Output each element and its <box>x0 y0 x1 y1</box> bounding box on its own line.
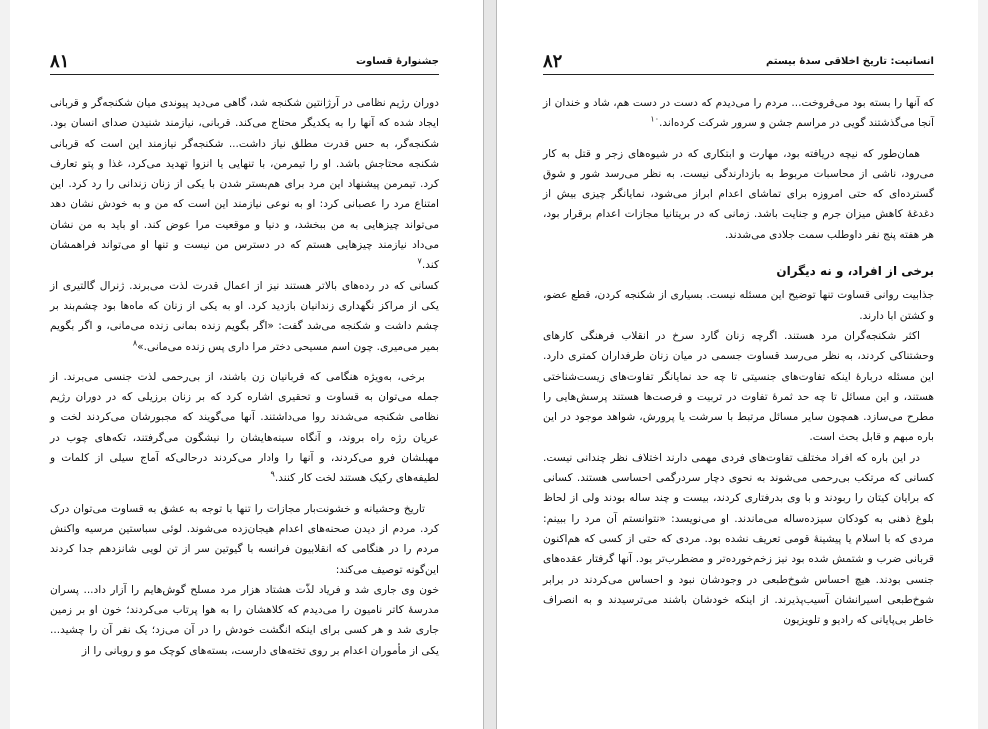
footnote-mark: ۷ <box>417 256 422 266</box>
paragraph: در این باره که افراد مختلف تفاوت‌های فردی مهمی دارند اختلاف نظر چندانی نیست. کسانی که مرتکب بی‌رحمی می‌شوند به نحوی دچار سردرگمی احساسی هستند. کسانی که برایان کیتان را ربودند و با وی بدرفتاری کردند، بیست و چند ساله بودند ولی از لحاظ بلوغ ذهنی به کودکان سیزده‌ساله می‌ماندند. او می‌نویسد: «نتوانستم آن مرد را ببینم: مردی که با اسلام یا پیشینهٔ قومی تعریف نشده بود. مردی که حتی از کسی که هم‌اکنون قربانی ضرب و شتمش شده بود نیز زخم‌خورده‌تر و مضطرب‌تر بود. آنها گرفتار عقده‌های جنسی بودند. هیچ احساس شوخ‌طبعی در وجودشان نبود و احساس می‌کردند در برابر شوخ‌طبعی اسیرانشان آسیب‌پذیرند. از اینکه خودشان باشند می‌ترسیدند و به انصراف خاطر بی‌پایانی که رادیو و تلویزیون <box>543 451 934 627</box>
running-title: انسانیت: تاریخ اخلاقی سدهٔ بیستم <box>765 55 934 67</box>
block-quote <box>543 93 934 134</box>
running-title: جشنوارهٔ قساوت <box>355 55 439 67</box>
quote-text: که آنها را بسته بود می‌فروخت... مردم را می‌دیدم که دست در دست هم، شاد و خندان از آنجا می‌گذشتند گویی در مراسم جشن و سرور شرکت کرده‌اند. <box>543 97 934 130</box>
page-number: ۸۱ <box>50 50 70 72</box>
right-page <box>496 0 978 729</box>
page-body <box>543 93 934 630</box>
footnote-mark: ۸ <box>132 338 138 348</box>
paragraph: جذابیت روانی قساوت تنها توضیح این مسئله نیست. بسیاری از شکنجه کردن، قطع عضو، و کشتن ابا دارند. <box>543 289 934 322</box>
page-number: ۸۲ <box>543 50 563 72</box>
paragraph: تاریخ وحشیانه و خشونت‌بار مجازات را تنها با توجه به عشق به قساوت می‌توان درک کرد. مردم از دیدن صحنه‌های اعدام هیجان‌زده می‌شوند. لوئی سباستین مرسیه واکنش مردم را در هنگامی که انقلابیون فرانسه با گیوتین سر از تن لویی شانزدهم جدا کردند این‌گونه توصیف می‌کند: <box>50 502 439 576</box>
footnote-mark: ۱۰ <box>650 114 659 124</box>
paragraph-text: دوران رژیم نظامی در آرژانتین شکنجه شد، گاهی می‌دید پیوندی میان شکنجه‌گر و قربانی ایجاد شده که آنها را به یکدیگر محتاج می‌کند. قربانی، نیازمند شنیدن صدای انسان بود. شکنجه‌گر، به حس قدرت مطلق نیاز داشت... شکنجه‌گر نیازمند این است که قربانی شکنجه محتاجش باشد. او را تیمرمن، با تنهایی یا انزوا تهدید می‌کرد، غذا و پتو تعارف کرد. تیمرمن پیشنهاد این مرد برای هم‌بستر شدن با یکی از زنان زندانی را رد کرد. این امتناع مرد را عصبانی کرد: او به نوعی نیازمند این است که من و به خودش نشان دهد می‌تواند چیزهایی به من ببخشد، و دنیا و موقعیت مرا عوض کند. او باید به من نشان می‌داد نیازمند چیزهایی هستم که در دسترس من نیست و تنها او می‌تواند فراهمشان کند. <box>50 97 439 272</box>
paragraph: اکثر شکنجه‌گران مرد هستند. اگرچه زنان گارد سرخ در انقلاب فرهنگی کارهای وحشتناکی کردند، به نظر می‌رسد قساوت جسمی در میان زنان طرفداران کمتری دارد. این مسئله دربارهٔ اینکه تفاوت‌های جنسیتی تا چه حد نمایانگر تفاوت‌های زیست‌شناختی هستند، و این مسائل تا چه حد ثمرهٔ تفاوت در تربیت و فرصت‌ها هستند پرسش‌هایی را مطرح می‌سازد. همچون سایر مسائل مرتبط با سرشت یا پرورش، شواهد موجود در این باره مبهم و قابل بحث است. <box>543 329 934 444</box>
book-gutter <box>484 0 496 729</box>
block-quote: خون وی جاری شد و فریاد لذّت هشتاد هزار مرد مسلح گوش‌هایم را آزار داد... پسران مدرسهٔ کاتر نامیون را می‌دیدم که کلاهشان را به هوا پرتاب می‌کردند؛ خون او بر زمین جاری شد و هر کسی برای اینکه انگشت خودش را در آن می‌زد؛ یک نفر آن را چشید... یکی از مأموران اعدام بر روی تخته‌های دارست، بسته‌های کوچک مو و روبانی را از <box>50 583 439 657</box>
paragraph <box>50 276 439 357</box>
section-heading: برخی از افراد، و نه دیگران <box>776 264 934 279</box>
page-header <box>543 48 934 75</box>
page-header <box>50 48 439 75</box>
footnote-mark: ۹ <box>270 469 275 479</box>
paragraph-text: کسانی که در رده‌های بالاتر هستند نیز از اعمال قدرت لذت می‌برند. ژنرال گالتیری از یکی از مراکز نگهداری زندانیان بازدید کرد. او به یکی از زنان که ماه‌ها بود چشم‌بند بر چشم داشت و شکنجه می‌شد گفت: «اگر بگویم زنده بمانی زنده می‌مانی، و اگر بگویم بمیر می‌میری. چون اسم مسیحی دختر مرا داری پس زنده می‌مانی.» <box>50 279 439 353</box>
paragraph-text: برخی، به‌ویژه هنگامی که قربانیان زن باشند، از بی‌رحمی لذت جنسی می‌برند. از جمله می‌توان به قساوت و تحقیری اشاره کرد که بر زنان برزیلی که در دوران رژیم نظامی شکنجه می‌شدند روا می‌داشتند. آنها می‌گویند که مجبورشان می‌کردند لخت و عریان رژه راه بروند، و آنگاه سینه‌هایشان را نیشگون می‌گرفتند، تکه‌های چوب در مهبلشان فرو می‌کردند، و آنها را وادار می‌کردند درحالی‌که آماج سیلی از کلمات و لطیفه‌های رکیک هستند لخت کار کنند. <box>50 370 439 485</box>
paragraph <box>50 93 439 276</box>
left-page <box>10 0 484 729</box>
page-body <box>50 93 439 661</box>
paragraph: همان‌طور که نیچه دریافته بود، مهارت و ابتکاری که در شیوه‌های زجر و قتل به کار می‌رود، ناشی از محاسبات مربوط به بازدارندگی نیست. به نظر می‌رسد شور و شوق گسترده‌ای که حتی امروزه برای تماشای اعدام ابراز می‌شود، نمایانگر چیزی بیش از دغدغهٔ کاهش میزان جرم و جنایت باشد. زمانی که در بریتانیا مجازات اعدام برقرار بود، هر هفته پنج نفر داوطلب سمت جلادی می‌شدند. <box>543 147 934 241</box>
paragraph <box>50 367 439 489</box>
